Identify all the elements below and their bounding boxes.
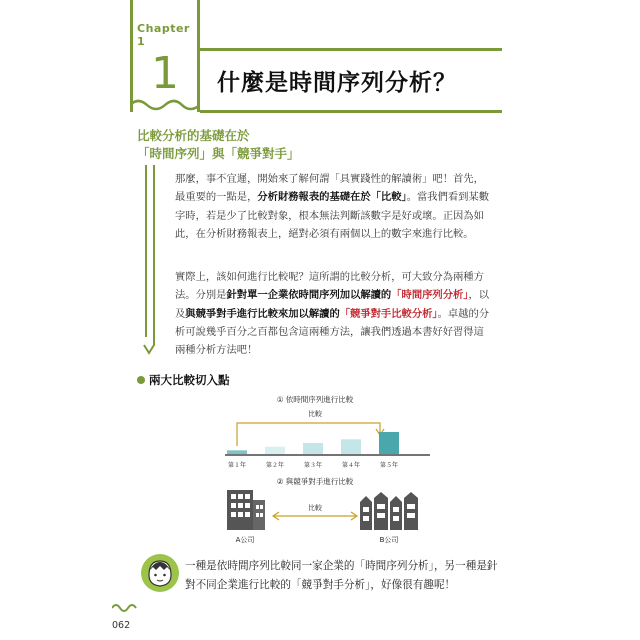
company-a-building-icon bbox=[227, 490, 265, 530]
bar-1 bbox=[227, 450, 247, 454]
company-a-label: A公司 bbox=[235, 536, 255, 544]
page-title: 什麼是時間序列分析？ bbox=[217, 70, 457, 96]
vertical-arrow-line bbox=[142, 165, 156, 355]
company-b-building-icon bbox=[360, 492, 418, 530]
chapter-label: Chapter 1 bbox=[137, 22, 190, 48]
body-paragraph-1: 那麼，事不宜遲，開始來了解何謂「具實踐性的解讀術」吧！首先，最重要的一點是，分析財務報表的基礎在於「比較」。當我們看到某數字時，若是少了比較對象，根本無法判斷該數字是好或壞。正因為如此，在分析財務報表上，絕對必須有兩個以上的數字來進行比較。 bbox=[175, 173, 490, 240]
section-heading-line1: 比較分析的基礎在於 bbox=[137, 128, 250, 143]
part1-title: ① 依時間序列進行比較 bbox=[276, 395, 354, 404]
bar-3 bbox=[303, 443, 323, 454]
page-number: 062 bbox=[112, 620, 131, 631]
company-b-label: B公司 bbox=[379, 536, 399, 544]
comparison-figure bbox=[205, 392, 435, 547]
character-avatar-icon bbox=[140, 553, 180, 593]
x-tick-labels bbox=[228, 461, 398, 469]
compare-double-arrow bbox=[273, 512, 357, 520]
section-heading bbox=[137, 127, 300, 163]
bar-2 bbox=[265, 447, 285, 454]
x-tick-label-2: 第２年 bbox=[265, 462, 285, 469]
x-tick-label-3: 第３年 bbox=[303, 462, 323, 469]
x-tick-label-5: 第５年 bbox=[379, 462, 399, 469]
x-tick-label-1: 第１年 bbox=[227, 462, 247, 469]
title-rule-bottom bbox=[200, 110, 502, 113]
bar-4 bbox=[341, 439, 361, 454]
bar-group bbox=[227, 432, 399, 454]
figure-title: 兩大比較切入點 bbox=[149, 373, 230, 387]
bar-5 bbox=[379, 432, 399, 454]
section-heading-line2: 「時間序列」與「競爭對手」 bbox=[137, 146, 300, 161]
chapter-number: 1 bbox=[151, 48, 179, 99]
figure-bullet-dot bbox=[137, 376, 145, 384]
compare-label-1: 比較 bbox=[308, 410, 322, 418]
chapter-tab-wave bbox=[130, 95, 200, 115]
compare-label-2: 比較 bbox=[308, 504, 322, 512]
title-rule-top bbox=[200, 48, 502, 51]
part2-title: ② 與競爭對手進行比較 bbox=[276, 477, 354, 486]
body-paragraph-2: 實際上，該如何進行比較呢？這所謂的比較分析，可大致分為兩種方法。分別是針對單一企業依時間序列加以解讀的「時間序列分析」，以及與競爭對手進行比較來加以解讀的「競爭對手比較分析」。卓越的分析可說幾乎百分之百都包含這兩種方法，讓我們透過本書好好習得這兩種分析方法吧！ bbox=[175, 271, 490, 357]
speech-note: 一種是依時間序列比較同一家企業的「時間序列分析」，另一種是針對不同企業進行比較的「競爭對手分析」，好像很有趣呢！ bbox=[185, 560, 498, 591]
x-tick-label-4: 第４年 bbox=[341, 462, 361, 469]
page-wave-decoration bbox=[112, 600, 138, 616]
